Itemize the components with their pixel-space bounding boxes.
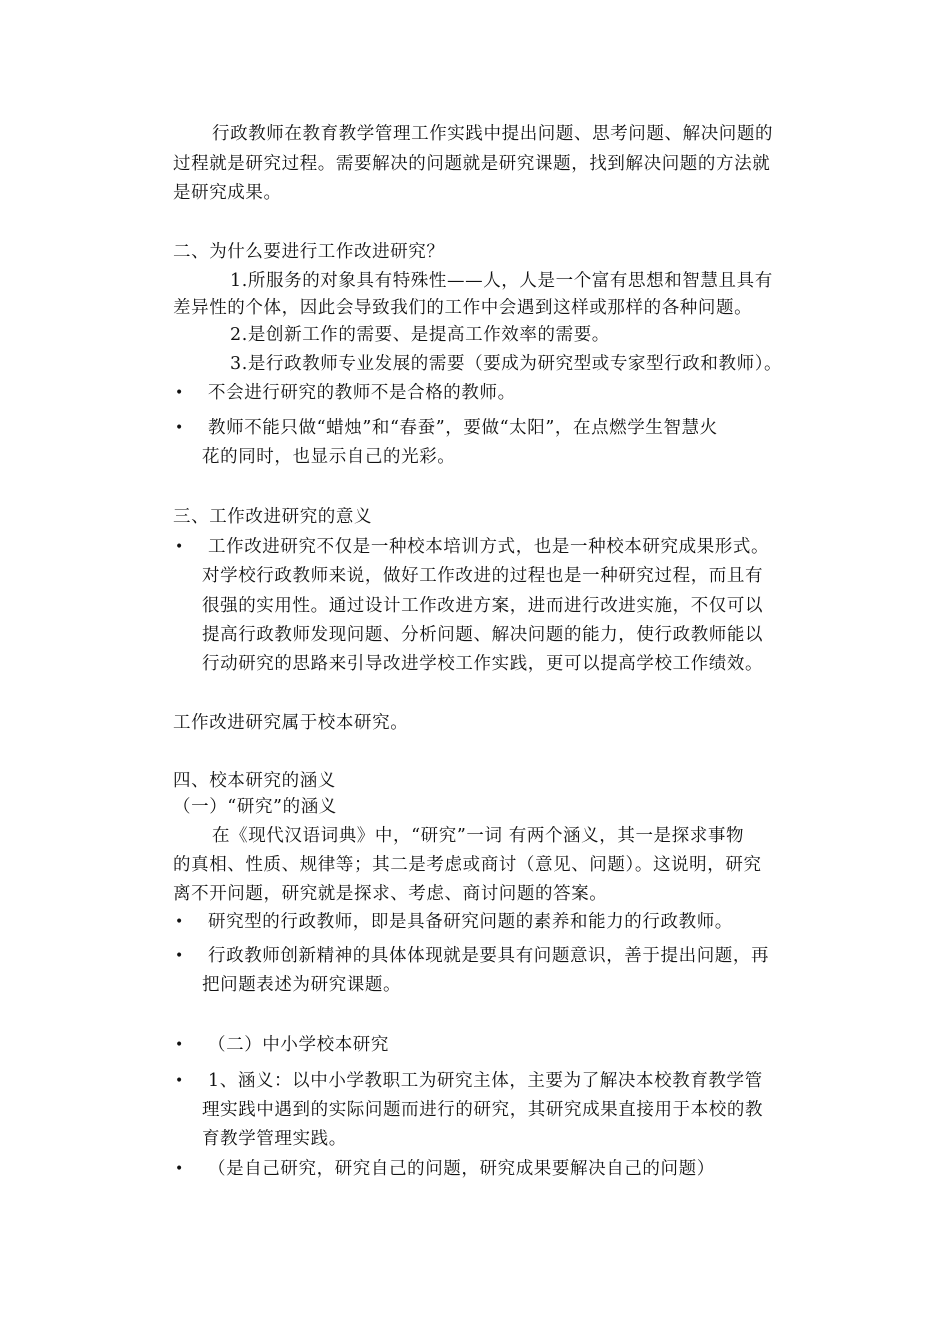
bullet-marker: • [175, 420, 184, 436]
bullet-text: 行政教师创新精神的具体体现就是要具有问题意识，善于提出问题，再 [208, 946, 770, 966]
paragraph-line: 在《现代汉语词典》中，“研究”一词 有两个涵义，其一是探求事物 [212, 826, 745, 846]
bullet-text: （二）中小学校本研究 [208, 1035, 389, 1055]
note-text: 工作改进研究属于校本研究。 [173, 713, 409, 733]
intro-line: 行政教师在教育教学管理工作实践中提出问题、思考问题、解决问题的 [212, 124, 774, 144]
numbered-item: 3.是行政教师专业发展的需要（要成为研究型或专家型行政和教师）。 [230, 354, 783, 374]
bullet-text: 1、涵义：以中小学教职工为研究主体，主要为了解决本校教育教学管 [208, 1071, 763, 1091]
section-heading: 三、工作改进研究的意义 [173, 507, 373, 527]
bullet-text-cont: 把问题表述为研究课题。 [202, 975, 402, 995]
bullet-text-cont: 提高行政教师发现问题、分析问题、解决问题的能力，使行政教师能以 [202, 625, 764, 645]
paragraph-line: 的真相、性质、规律等；其二是考虑或商讨（意见、问题）。这说明，研究 [173, 855, 762, 875]
bullet-text-cont: 育教学管理实践。 [202, 1129, 347, 1149]
bullet-marker: • [175, 539, 184, 555]
bullet-text-cont: 很强的实用性。通过设计工作改进方案，进而进行改进实施，不仅可以 [202, 596, 764, 616]
bullet-text: 研究型的行政教师，即是具备研究问题的素养和能力的行政教师。 [208, 912, 733, 932]
bullet-marker: • [175, 1073, 184, 1089]
intro-line: 是研究成果。 [173, 183, 282, 203]
bullet-marker: • [175, 385, 184, 401]
bullet-text-cont: 理实践中遇到的实际问题而进行的研究，其研究成果直接用于本校的教 [202, 1100, 764, 1120]
bullet-text: 不会进行研究的教师不是合格的教师。 [208, 383, 516, 403]
section-heading: 二、为什么要进行工作改进研究？ [173, 242, 445, 262]
numbered-item-cont: 差异性的个体，因此会导致我们的工作中会遇到这样或那样的各种问题。 [173, 298, 753, 318]
sub-heading: （一）“研究”的涵义 [173, 797, 337, 817]
bullet-text: （是自己研究，研究自己的问题，研究成果要解决自己的问题） [208, 1159, 715, 1179]
bullet-marker: • [175, 1161, 184, 1177]
bullet-text: 工作改进研究不仅是一种校本培训方式，也是一种校本研究成果形式。 [208, 537, 770, 557]
bullet-marker: • [175, 948, 184, 964]
bullet-text-cont: 对学校行政教师来说，做好工作改进的过程也是一种研究过程，而且有 [202, 566, 764, 586]
bullet-text-cont: 花的同时，也显示自己的光彩。 [202, 447, 456, 467]
bullet-text-cont: 行动研究的思路来引导改进学校工作实践，更可以提高学校工作绩效。 [202, 654, 764, 674]
numbered-item: 1.所服务的对象具有特殊性——人，人是一个富有思想和智慧且具有 [230, 271, 773, 291]
paragraph-line: 离不开问题，研究就是探求、考虑、商讨问题的答案。 [173, 884, 608, 904]
bullet-marker: • [175, 1037, 184, 1053]
numbered-item: 2.是创新工作的需要、是提高工作效率的需要。 [230, 325, 610, 345]
section-heading: 四、校本研究的涵义 [173, 771, 336, 791]
intro-line: 过程就是研究过程。需要解决的问题就是研究课题，找到解决问题的方法就 [173, 154, 771, 174]
bullet-marker: • [175, 914, 184, 930]
bullet-text: 教师不能只做“蜡烛”和“春蚕”，要做“太阳”，在点燃学生智慧火 [208, 418, 718, 438]
